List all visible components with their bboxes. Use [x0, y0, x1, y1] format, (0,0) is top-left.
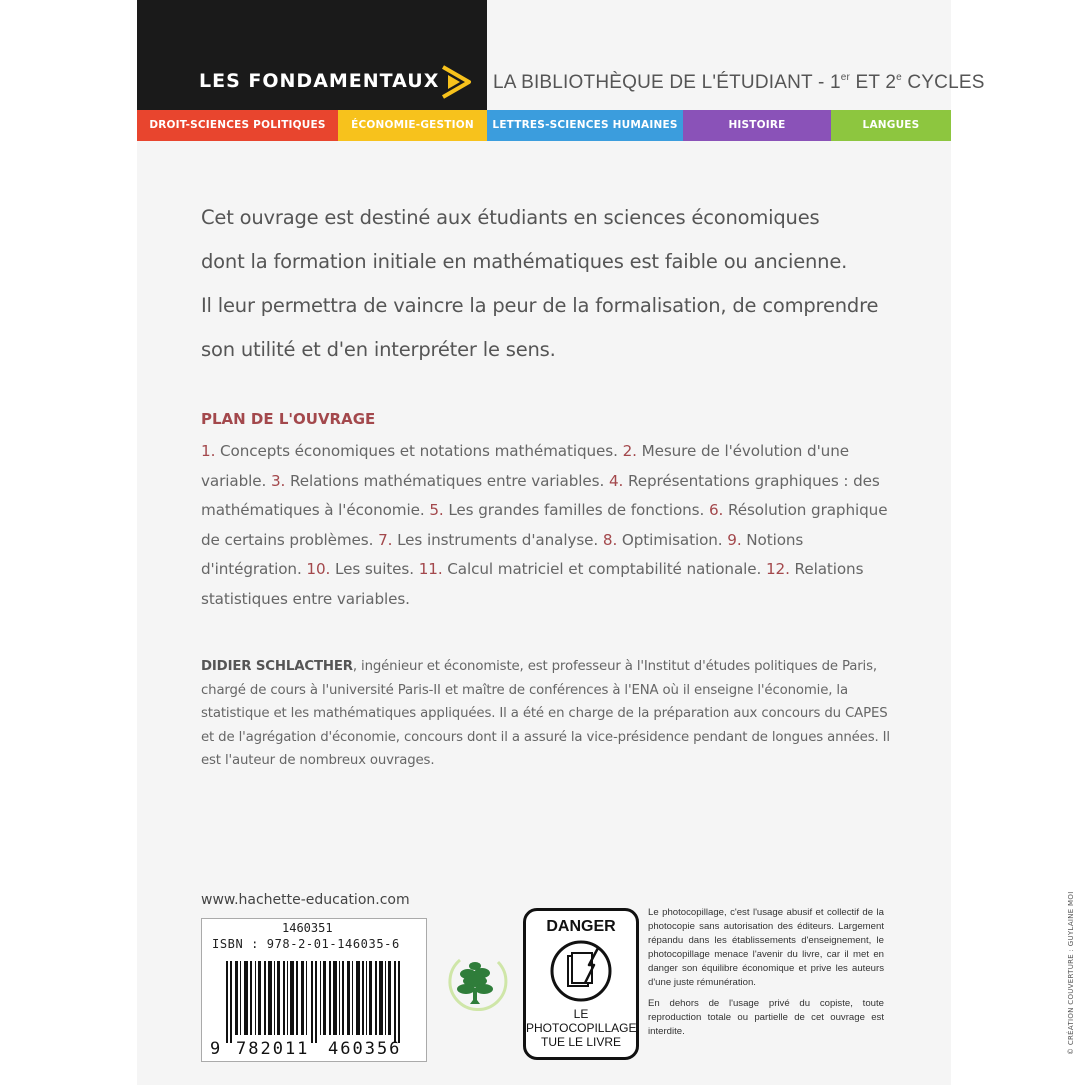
ean-left-group: 782011 [236, 1039, 310, 1059]
plan-item: Concepts économiques et notations mathématiques. [215, 442, 623, 460]
skull-book-icon [548, 938, 614, 1004]
cover-credit: © CRÉATION COUVERTURE : GUYLAINE MOI [1067, 891, 1075, 1055]
series-subtitle: LA BIBLIOTHÈQUE DE L'ÉTUDIANT - 1er ET 2e CYCLES [493, 72, 985, 93]
legal-paragraph: Le photocopillage, c'est l'usage abusif et collectif de la photocopie sans autorisation des éditeurs. Largement répandu dans les établissements d'enseignement, le photocopillage menace l'avenir du livre, car il met en danger son équilibre économique et prive les auteurs d'une juste rémunération. [648, 907, 884, 988]
plan-item: Les grandes familles de fonctions. [443, 501, 709, 519]
intro-line: Cet ouvrage est destiné aux étudiants en sciences économiques [201, 206, 820, 229]
intro-paragraph [201, 196, 901, 372]
category-droit[interactable]: DROIT-SCIENCES POLITIQUES [137, 110, 338, 141]
plan-num: 3. [270, 471, 286, 490]
legal-notice [648, 906, 884, 1039]
category-lettres[interactable]: LETTRES-SCIENCES HUMAINES [487, 110, 683, 141]
plan-item: Calcul matriciel et comptabilité nationale. [442, 560, 766, 578]
author-bio-text: , ingénieur et économiste, est professeur à l'Institut d'études politiques de Paris, chargé de cours à l'université Paris-II et maître de conférences à l'ENA où il enseigne l'économie, la statistique et les mathématiques appliquées. Il a été en charge de la préparation aux concours du CAPES et de l'agrégation d'économie, concours dont il a assuré la vice-présidence pendant de longues années. Il est l'auteur de nombreux ouvrages. [201, 659, 890, 768]
product-code: 1460351 [282, 921, 333, 935]
plan-item: Relations statistiques entre variables. [201, 560, 864, 608]
plan-item: Représentations graphiques : des mathématiques à l'économie. [201, 471, 880, 519]
legal-paragraph: En dehors de l'usage privé du copiste, toute reproduction totale ou partielle de cet ouvrage est interdite. [648, 998, 884, 1037]
plan-item: Relations mathématiques entre variables. [285, 471, 609, 490]
author-name: DIDIER SCHLACTHER [201, 659, 353, 674]
category-economie[interactable]: ÉCONOMIE-GESTION [338, 110, 487, 141]
series-header [137, 0, 487, 110]
eco-tree-icon [446, 952, 512, 1018]
plan-num: 1. [201, 442, 216, 460]
series-title: LES FONDAMENTAUX [199, 70, 440, 92]
category-langues[interactable]: LANGUES [831, 110, 951, 141]
plan-num: 11. [418, 560, 443, 578]
plan-num: 6. [708, 501, 724, 519]
danger-title: DANGER [546, 918, 616, 935]
plan-item: Notions d'intégration. [201, 530, 804, 578]
plan-num: 4. [608, 471, 624, 490]
plan-title: PLAN DE L'OUVRAGE [201, 410, 376, 428]
plan-list [201, 437, 891, 614]
intro-line: son utilité et d'en interpréter le sens. [201, 338, 556, 361]
danger-logo [523, 908, 639, 1060]
publisher-url[interactable]: www.hachette-education.com [201, 892, 410, 908]
category-histoire[interactable]: HISTOIRE [683, 110, 831, 141]
plan-item: Résolution graphique de certains problèmes. [201, 501, 888, 549]
plan-item: Les suites. [330, 560, 419, 578]
plan-num: 7. [378, 530, 393, 549]
danger-caption: LE PHOTOCOPILLAGE TUE LE LIVRE [526, 1007, 637, 1049]
intro-line: Il leur permettra de vaincre la peur de la formalisation, de comprendre [201, 294, 879, 317]
author-bio [201, 655, 891, 773]
plan-item: Mesure de l'évolution d'une variable. [201, 442, 849, 490]
ean-first-digit: 9 [210, 1039, 221, 1059]
plan-num: 5. [429, 501, 444, 519]
barcode-label [201, 918, 427, 1062]
plan-item: Optimisation. [617, 530, 728, 549]
category-bar [137, 110, 951, 141]
intro-line: dont la formation initiale en mathématiques est faible ou ancienne. [201, 250, 848, 273]
barcode-icon [226, 961, 406, 1043]
plan-item: Les instruments d'analyse. [392, 530, 603, 549]
plan-num: 10. [306, 560, 331, 578]
plan-num: 2. [622, 442, 637, 460]
plan-num: 9. [727, 530, 742, 549]
plan-num: 8. [602, 530, 618, 549]
isbn-number: ISBN : 978-2-01-146035-6 [212, 937, 400, 951]
ean-right-group: 460356 [328, 1039, 402, 1059]
plan-num: 12. [765, 560, 790, 578]
ean-digits [210, 1039, 401, 1059]
book-back-cover [137, 0, 1075, 1085]
play-arrow-icon [439, 64, 473, 100]
